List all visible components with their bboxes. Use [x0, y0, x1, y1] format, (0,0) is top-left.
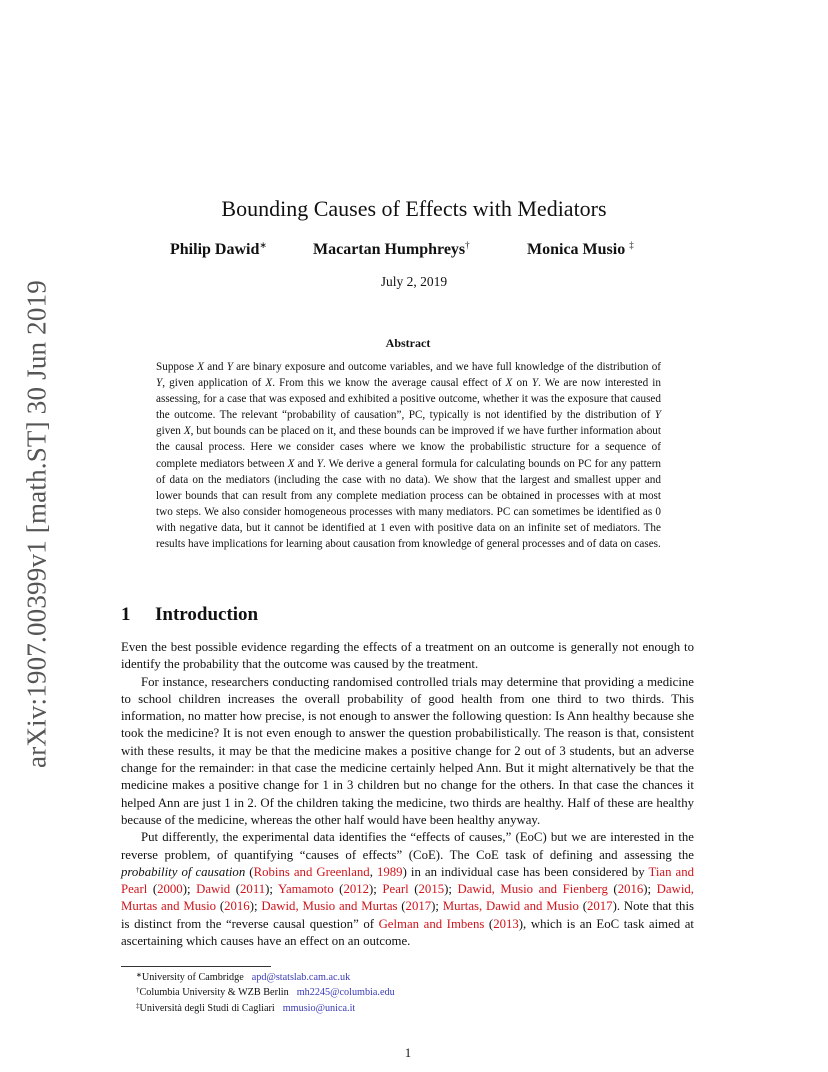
citation-link[interactable]: Robins and Greenland — [253, 864, 370, 879]
section-number: 1 — [121, 604, 131, 625]
footnote-affiliation: University of Cambridge — [141, 972, 244, 983]
citation-link[interactable]: Yamamoto — [278, 882, 334, 897]
paragraph: For instance, researchers conducting randomised controlled trials may determine that providing a medicine to school children increases the overall probability of good health from one third to two thirds. This information, no matter how precise, is not enough to answer the following question: Is Ann healthy because she took the medicine? It is not even enough to answer the question probabilistically. The reason is that, consistent with these results, it may be that the medicine makes a positive change for 2 out of 3 students, but an adverse change for the remainder: in that case the medicine certainly helped Ann. But it might alternatively be that the medicine makes a positive change for 1 in 3 children but no change for the others. In that case the chances it helped Ann are just 1 in 2. Of the children taking the medicine, two thirds are healthy. Half of these are healthy because of the medicine, whereas the other half would have been healthy anyway. — [121, 674, 694, 827]
citation-link[interactable]: 2016 — [224, 899, 250, 914]
footnote-email-link[interactable]: apd@statslab.cam.ac.uk — [251, 972, 351, 983]
page-number: 1 — [404, 1046, 412, 1060]
author-1 — [170, 240, 267, 259]
author-name: Monica Musio — [527, 241, 626, 258]
footnote-email-link[interactable]: mh2245@columbia.edu — [296, 987, 395, 999]
citation-link[interactable]: 2000 — [157, 882, 183, 897]
footnote-rule — [121, 966, 271, 967]
citation-link[interactable]: 2016 — [617, 882, 644, 897]
citation-link[interactable]: Dawid, Musio and Murtas — [261, 899, 398, 914]
author-name: Macartan Humphreys — [313, 241, 466, 258]
footnote-affiliation: Università degli Studi di Cagliari — [139, 1002, 275, 1014]
footnote-email-link[interactable]: mmusio@unica.it — [282, 1002, 356, 1014]
abstract-text: Suppose X and Y are binary exposure and outcome variables, and we have full knowledge of the distribution of Y, given application of X. From this we know the average causal effect of X on Y. We are now interested in assessing, for a case that was exposed and exhibited a positive outcome, whether it was the exposure that caused the outcome. The relevant “probability of causation”, PC, typically is not identified by the distribution of Y given X, but bounds can be placed on it, and these bounds can be improved if we have further information about the causal process. Here we consider cases where we know the probabilistic structure for a sequence of complete mediators between X and Y. We derive a general formula for calculating bounds on PC for any pattern of data on the mediators (including the case with no data). We show that the largest and smallest upper and lower bounds that can result from any complete mediation process can be obtained in processes with at most two steps. We also consider homogeneous processes with many mediators. PC can sometimes be identified as 0 with negative data, but it cannot be identified at 1 even with positive data on an infinite set of mediators. The results have implications for learning about causation from knowledge of general processes and of data on cases. — [156, 361, 662, 551]
citation-link[interactable]: Dawid — [196, 882, 231, 897]
citation-link[interactable]: 2011 — [240, 882, 266, 897]
citation-link[interactable]: 2013 — [493, 916, 519, 931]
footnote — [136, 969, 395, 984]
paper-title: Bounding Causes of Effects with Mediators — [221, 196, 607, 221]
citation-link[interactable]: 2017 — [586, 899, 613, 914]
citation-link[interactable]: 2012 — [343, 882, 370, 897]
section-body — [121, 639, 694, 950]
footnote-affiliation: Columbia University & WZB Berlin — [139, 987, 289, 999]
footnote-mark: ‡ — [136, 1001, 140, 1010]
citation-link[interactable]: Tian and Pearl — [121, 864, 695, 897]
paragraph: Put differently, the experimental data identifies the “effects of causes,” (EoC) but we are interested in the reverse problem, of quantifying “causes of effects” (CoE). The CoE task of defining and assessing the probability of causation (Robins and Greenland, 1989) in an individual case has been considered by Tian and Pearl (2000); Dawid (2011); Yamamoto (2012); Pearl (2015); Dawid, Musio and Fienberg (2016); Dawid, Murtas and Musio (2016); Dawid, Musio and Murtas (2017); Murtas, Dawid and Musio (2017). Note that this is distinct from the “reverse causal question” of Gelman and Imbens (2013), which is an EoC task aimed at ascertaining which causes have an effect on an outcome. — [121, 830, 695, 949]
paragraph: Even the best possible evidence regarding the effects of a treatment on an outcome is generally not enough to identify the probability that the outcome was caused by the treatment. — [121, 640, 694, 672]
footnote-mark: † — [136, 986, 140, 995]
author-mark: ∗ — [259, 240, 267, 250]
footnote — [136, 984, 395, 999]
citation-link[interactable]: Murtas, Dawid and Musio — [442, 899, 579, 914]
citation-link[interactable]: Gelman and Imbens — [378, 916, 485, 931]
abstract-heading: Abstract — [385, 336, 431, 350]
arxiv-id-text: arXiv:1907.00399v1 [math.ST] 30 Jun 2019 — [21, 280, 52, 768]
citation-link[interactable]: Dawid, Murtas and Musio — [121, 882, 694, 914]
paper-date: July 2, 2019 — [380, 274, 448, 289]
author-3 — [527, 240, 634, 259]
author-name: Philip Dawid — [170, 241, 260, 258]
citation-link[interactable]: 2017 — [405, 899, 432, 914]
footnotes — [136, 969, 395, 1015]
citation-link[interactable]: 2015 — [418, 882, 445, 897]
author-mark: ‡ — [629, 240, 634, 250]
citation-link[interactable]: Pearl — [382, 882, 409, 897]
section-title: Introduction — [155, 604, 259, 625]
section-heading — [121, 604, 258, 626]
footnote-mark: ∗ — [136, 971, 142, 979]
author-mark: † — [465, 240, 470, 250]
footnote — [136, 1000, 395, 1015]
author-2 — [313, 240, 470, 259]
citation-link[interactable]: 1989 — [376, 864, 403, 879]
citation-link[interactable]: Dawid, Musio and Fienberg — [457, 882, 608, 897]
